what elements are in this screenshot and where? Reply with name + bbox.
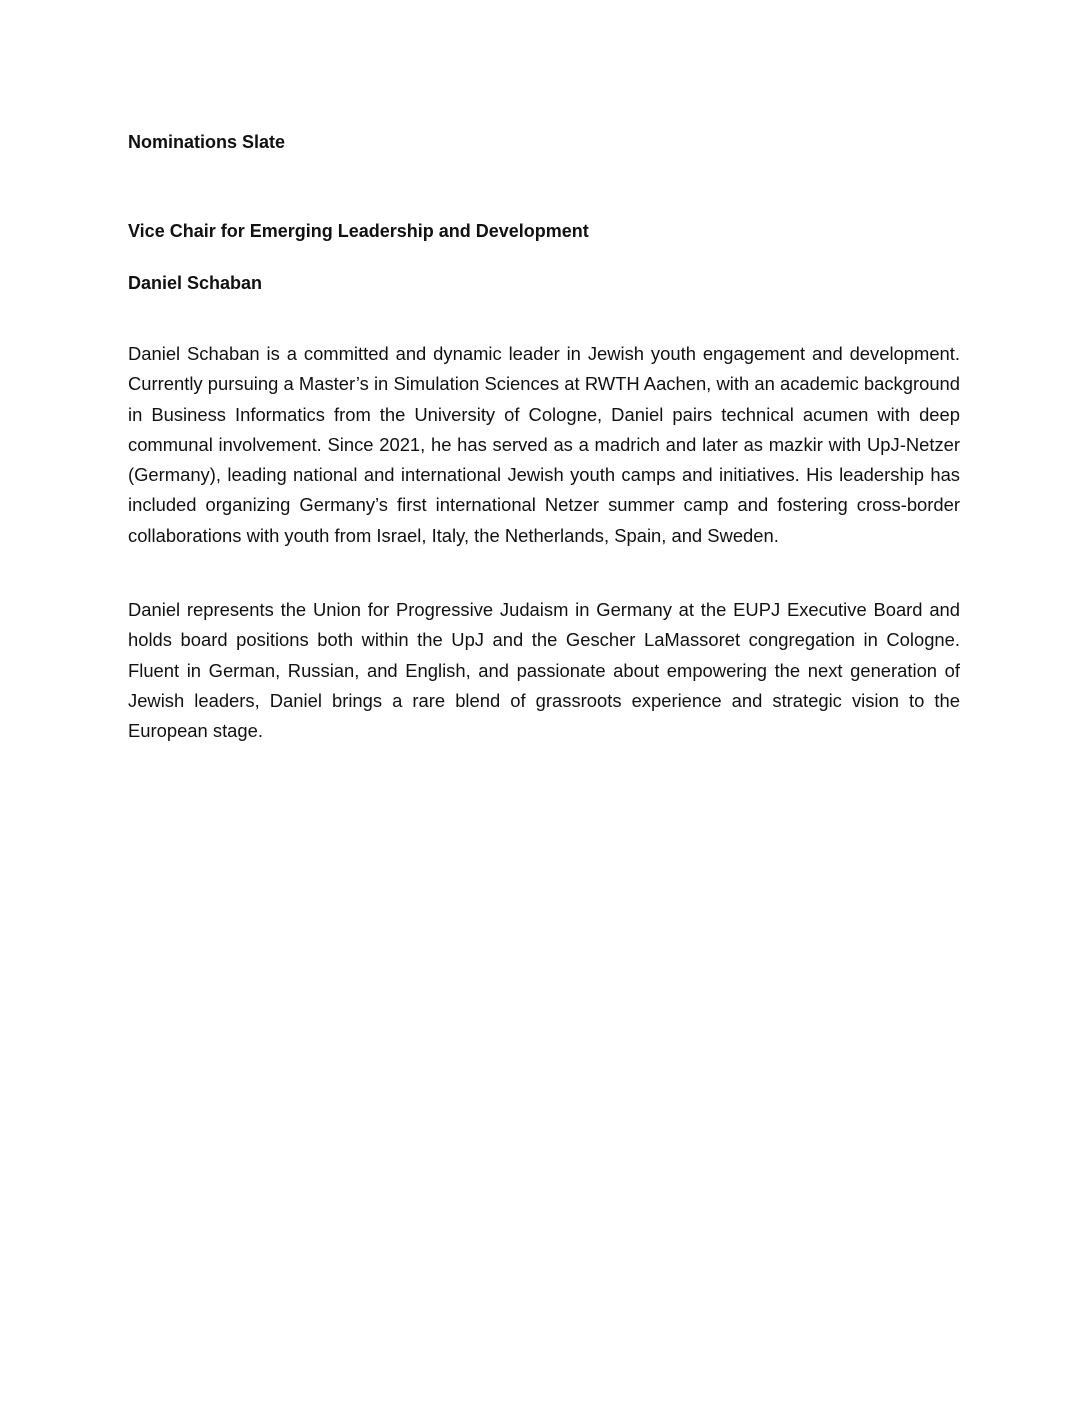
bio-paragraph-1: Daniel Schaban is a committed and dynamic leader in Jewish youth engagement and development. Currently pursuing a Master’s in Simulation Sciences at RWTH Aachen, with an academic background in Business Informatics from the University of Cologne, Daniel pairs technical acumen with deep communal involvement. Since 2021, he has served as a madrich and later as mazkir with UpJ-Netzer (Germany), leading national and international Jewish youth camps and initiatives. His leadership has included organizing Germany’s first international Netzer summer camp and fostering cross-border collaborations with youth from Israel, Italy, the Netherlands, Spain, and Sweden.: [128, 343, 960, 546]
nominee-name: Daniel Schaban: [128, 273, 263, 293]
position-title: Vice Chair for Emerging Leadership and Development: [128, 221, 589, 241]
document-title: Nominations Slate: [128, 132, 286, 152]
bio-paragraph-2: Daniel represents the Union for Progressive Judaism in Germany at the EUPJ Executive Board and holds board positions both within the UpJ and the Gescher LaMassoret congregation in Cologne. Fluent in German, Russian, and English, and passionate about empowering the next generation of Jewish leaders, Daniel brings a rare blend of grassroots experience and strategic vision to the European stage.: [128, 599, 960, 742]
